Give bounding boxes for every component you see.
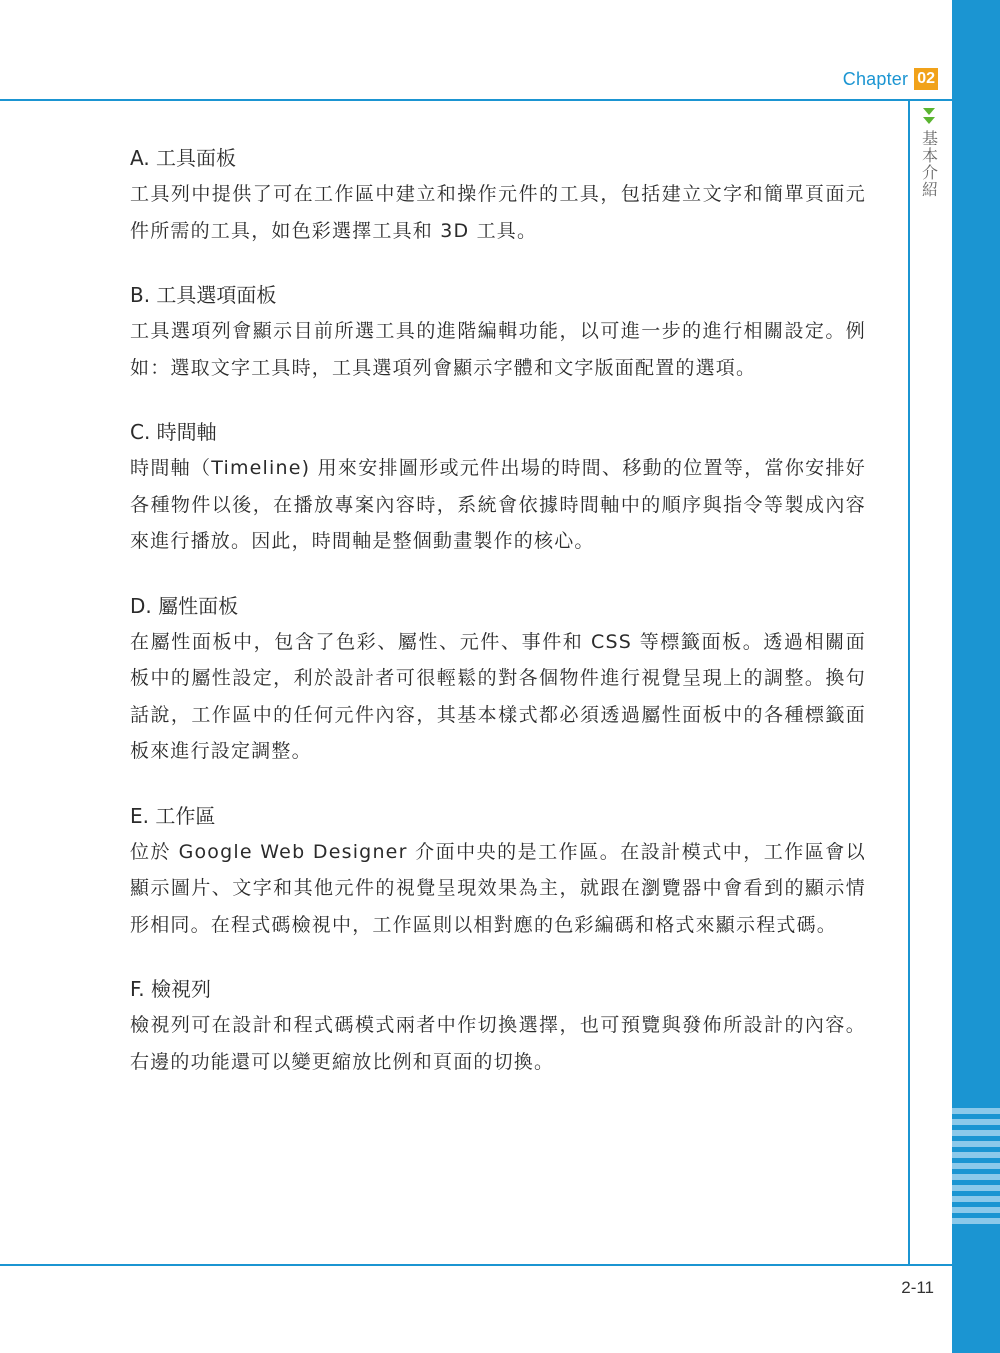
section-body: 時間軸（Timeline) 用來安排圖形或元件出場的時間、移動的位置等，當你安排好各種物件以後，在播放專案內容時，系統會依據時間軸中的順序與指令等製成內容來進行播放。因此，時間軸是整個動畫製作的核心。 bbox=[130, 457, 866, 552]
section-heading: D. 屬性面板 bbox=[130, 593, 239, 618]
section-workspace bbox=[130, 798, 866, 944]
section-heading: A. 工具面板 bbox=[130, 146, 237, 170]
double-chevron-down-icon bbox=[919, 106, 939, 128]
header-rule bbox=[0, 99, 952, 101]
side-stripe-pattern bbox=[952, 1108, 1000, 1228]
section-tool-options-panel bbox=[130, 277, 866, 386]
section-body: 在屬性面板中，包含了色彩、屬性、元件、事件和 CSS 等標籤面板。透過相關面板中的屬性設定，利於設計者可很輕鬆的對各個物件進行視覺呈現上的調整。換句話說，工作區中的任何元件內容，其基本樣式都必須透過屬性面板中的各種標籤面板來進行設定調整。 bbox=[130, 630, 866, 762]
section-tool-panel bbox=[130, 140, 866, 249]
section-heading: B. 工具選項面板 bbox=[130, 283, 277, 307]
section-heading: F. 檢視列 bbox=[130, 977, 212, 1001]
section-body: 工具選項列會顯示目前所選工具的進階編輯功能，以可進一步的進行相關設定。例如：選取文字工具時，工具選項列會顯示字體和文字版面配置的選項。 bbox=[130, 320, 866, 379]
side-section-title bbox=[919, 106, 939, 198]
footer-rule bbox=[0, 1264, 952, 1266]
main-content bbox=[130, 140, 866, 1108]
section-body: 位於 Google Web Designer 介面中央的是工作區。在設計模式中，工作區會以顯示圖片、文字和其他元件的視覺呈現效果為主，就跟在瀏覽器中會看到的顯示情形相同。在程式碼檢視中，工作區則以相對應的色彩編碼和格式來顯示程式碼。 bbox=[130, 840, 866, 936]
chapter-label: Chapter bbox=[842, 68, 909, 89]
section-view-bar bbox=[130, 971, 866, 1080]
page-number: 2-11 bbox=[901, 1278, 934, 1297]
section-body: 檢視列可在設計和程式碼模式兩者中作切換選擇，也可預覽與發佈所設計的內容。右邊的功能還可以變更縮放比例和頁面的切換。 bbox=[130, 1014, 866, 1073]
chapter-marker bbox=[843, 66, 938, 92]
section-body: 工具列中提供了可在工作區中建立和操作元件的工具，包括建立文字和簡單頁面元件所需的工具，如色彩選擇工具和 3D 工具。 bbox=[130, 183, 866, 242]
section-properties-panel bbox=[130, 588, 866, 770]
section-timeline bbox=[130, 414, 866, 560]
section-heading: C. 時間軸 bbox=[130, 420, 217, 444]
chapter-number-badge: 02 bbox=[914, 68, 938, 90]
side-section-label: 基本介紹 bbox=[919, 130, 939, 198]
margin-rule bbox=[908, 99, 910, 1266]
section-heading: E. 工作區 bbox=[130, 803, 216, 828]
